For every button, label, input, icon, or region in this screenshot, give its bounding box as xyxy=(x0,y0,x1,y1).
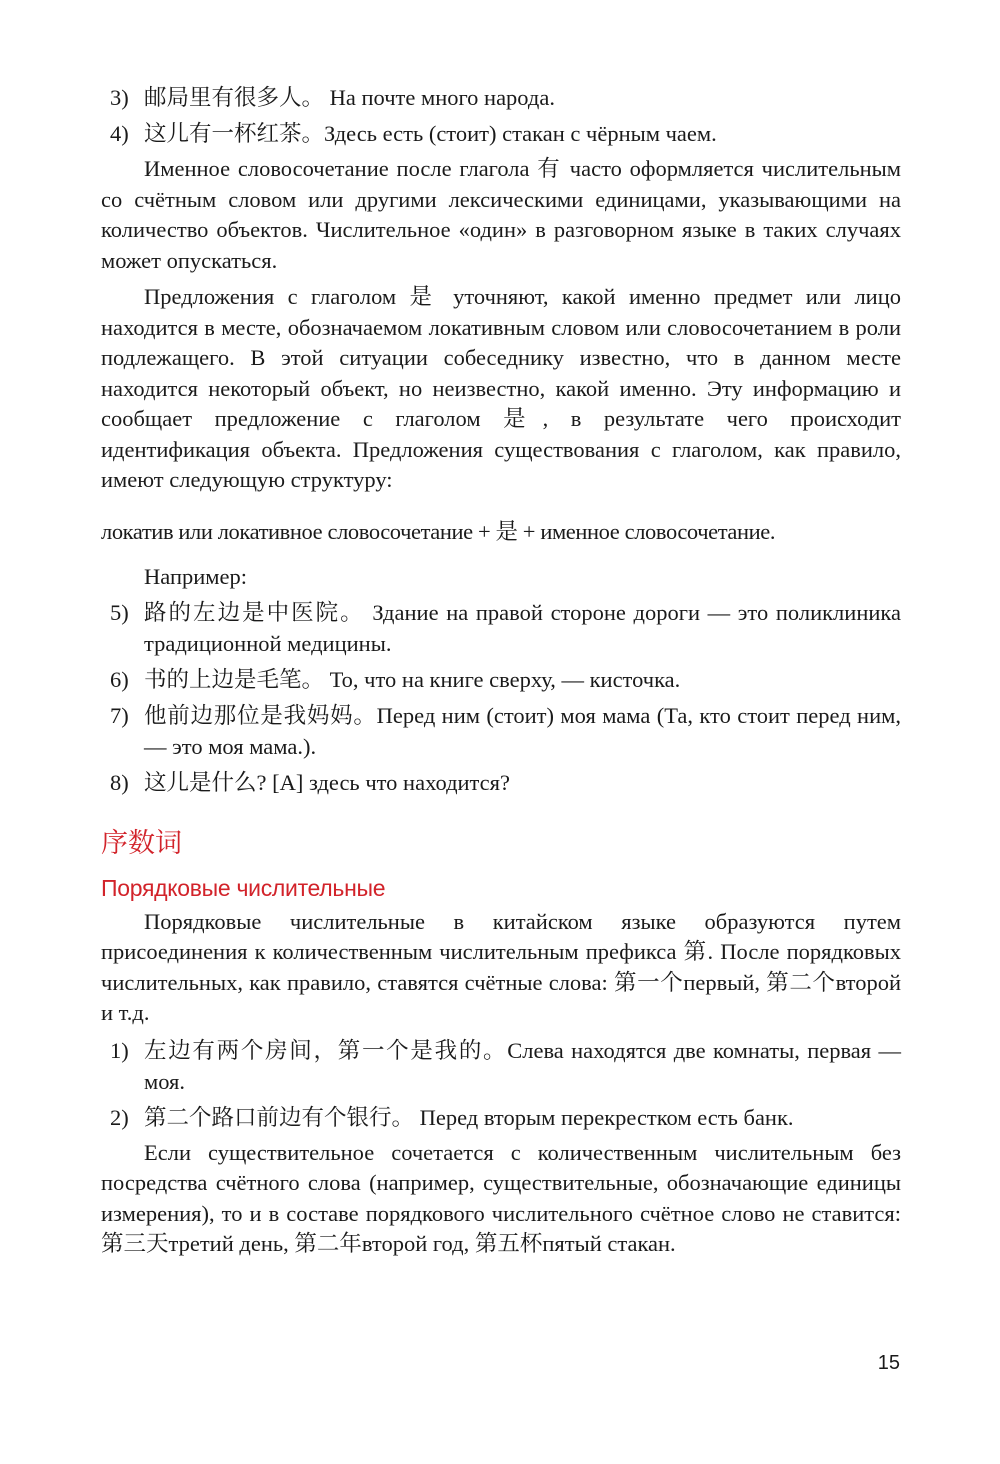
example-number: 5) xyxy=(110,599,129,625)
paragraph-ordinals-without-classifier: Если существительное сочетается с количественным числительным без посредства счётного слова (например, существительные, обозначающие единицы измерения), то и в составе порядкового числительного счётное слово не ставится: 第三天третий день, 第二年второй год, 第五杯пятый стакан. xyxy=(101,1139,901,1256)
example-number: 6) xyxy=(110,666,129,692)
page-body xyxy=(101,82,901,1266)
example-text: 书的上边是毛笔。 То, что на книге сверху, — кисточка. xyxy=(144,666,681,692)
example-6 xyxy=(101,664,901,695)
example-number: 3) xyxy=(110,85,129,110)
example-text: 邮局里有很多人。 На почте много народа. xyxy=(144,85,555,110)
example-7 xyxy=(101,700,901,762)
example-8 xyxy=(101,767,901,798)
example-text: 这儿有一杯红茶。Здесь есть (стоит) стакан с чёрным чаем. xyxy=(144,121,717,146)
page-number: 15 xyxy=(877,1352,900,1374)
example-ordinal-1 xyxy=(101,1035,901,1097)
example-number: 2) xyxy=(110,1104,129,1130)
example-number: 1) xyxy=(110,1037,129,1063)
example-number: 7) xyxy=(110,702,129,728)
paragraph-you-noun-phrase: Именное словосочетание после глагола 有 часто оформляется числительным со счётным словом или другими лексическими единицами, указывающими на количество объектов. Числительное «один» в разговорном языке в таких случаях может опускаться. xyxy=(101,156,901,273)
section-heading-chinese: 序数词 xyxy=(101,827,182,859)
example-3 xyxy=(101,82,901,113)
structure-formula: локатив или локативное словосочетание + 是 + именное словосочетание. xyxy=(101,518,776,544)
example-text: 左边有两个房间，第一个是我的。Слева находятся две комнаты, первая — моя. xyxy=(144,1037,901,1094)
example-number: 4) xyxy=(110,121,129,146)
example-text: 第二个路口前边有个银行。 Перед вторым перекрестком есть банк. xyxy=(144,1104,794,1130)
paragraph-shi-sentences: Предложения с глаголом 是 уточняют, какой именно предмет или лицо находится в месте, обозначаемом локативным словом или словосочетанием в роли подлежащего. В этой ситуации собеседнику известно, что в данном месте находится некоторый объект, но неизвестно, какой именно. Эту информацию и сообщает предложение с глаголом 是, в результате чего происходит идентификация объекта. Предложения существования с глаголом, как правило, имеют следующую структуру: xyxy=(101,284,901,492)
example-5 xyxy=(101,597,901,659)
example-lead: Например: xyxy=(144,563,247,589)
example-ordinal-2 xyxy=(101,1102,901,1133)
example-number: 8) xyxy=(110,769,129,795)
section-heading-russian: Порядковые числительные xyxy=(101,874,386,901)
example-text: 路的左边是中医院。 Здание на правой стороне дороги — это поликлиника традиционной медицины. xyxy=(144,599,901,656)
paragraph-ordinals: Порядковые числительные в китайском языке образуются путем присоединения к количественным числительным префикса 第. После порядковых числительных, как правило, ставятся счётные слова: 第一个первый, 第二个второй и т.д. xyxy=(101,908,901,1025)
example-text: 这儿是什么? [А] здесь что находится? xyxy=(144,769,510,795)
example-text: 他前边那位是我妈妈。Перед ним (стоит) моя мама (Та, кто стоит перед ним, — это моя мама.). xyxy=(144,702,901,759)
example-4 xyxy=(101,118,901,149)
